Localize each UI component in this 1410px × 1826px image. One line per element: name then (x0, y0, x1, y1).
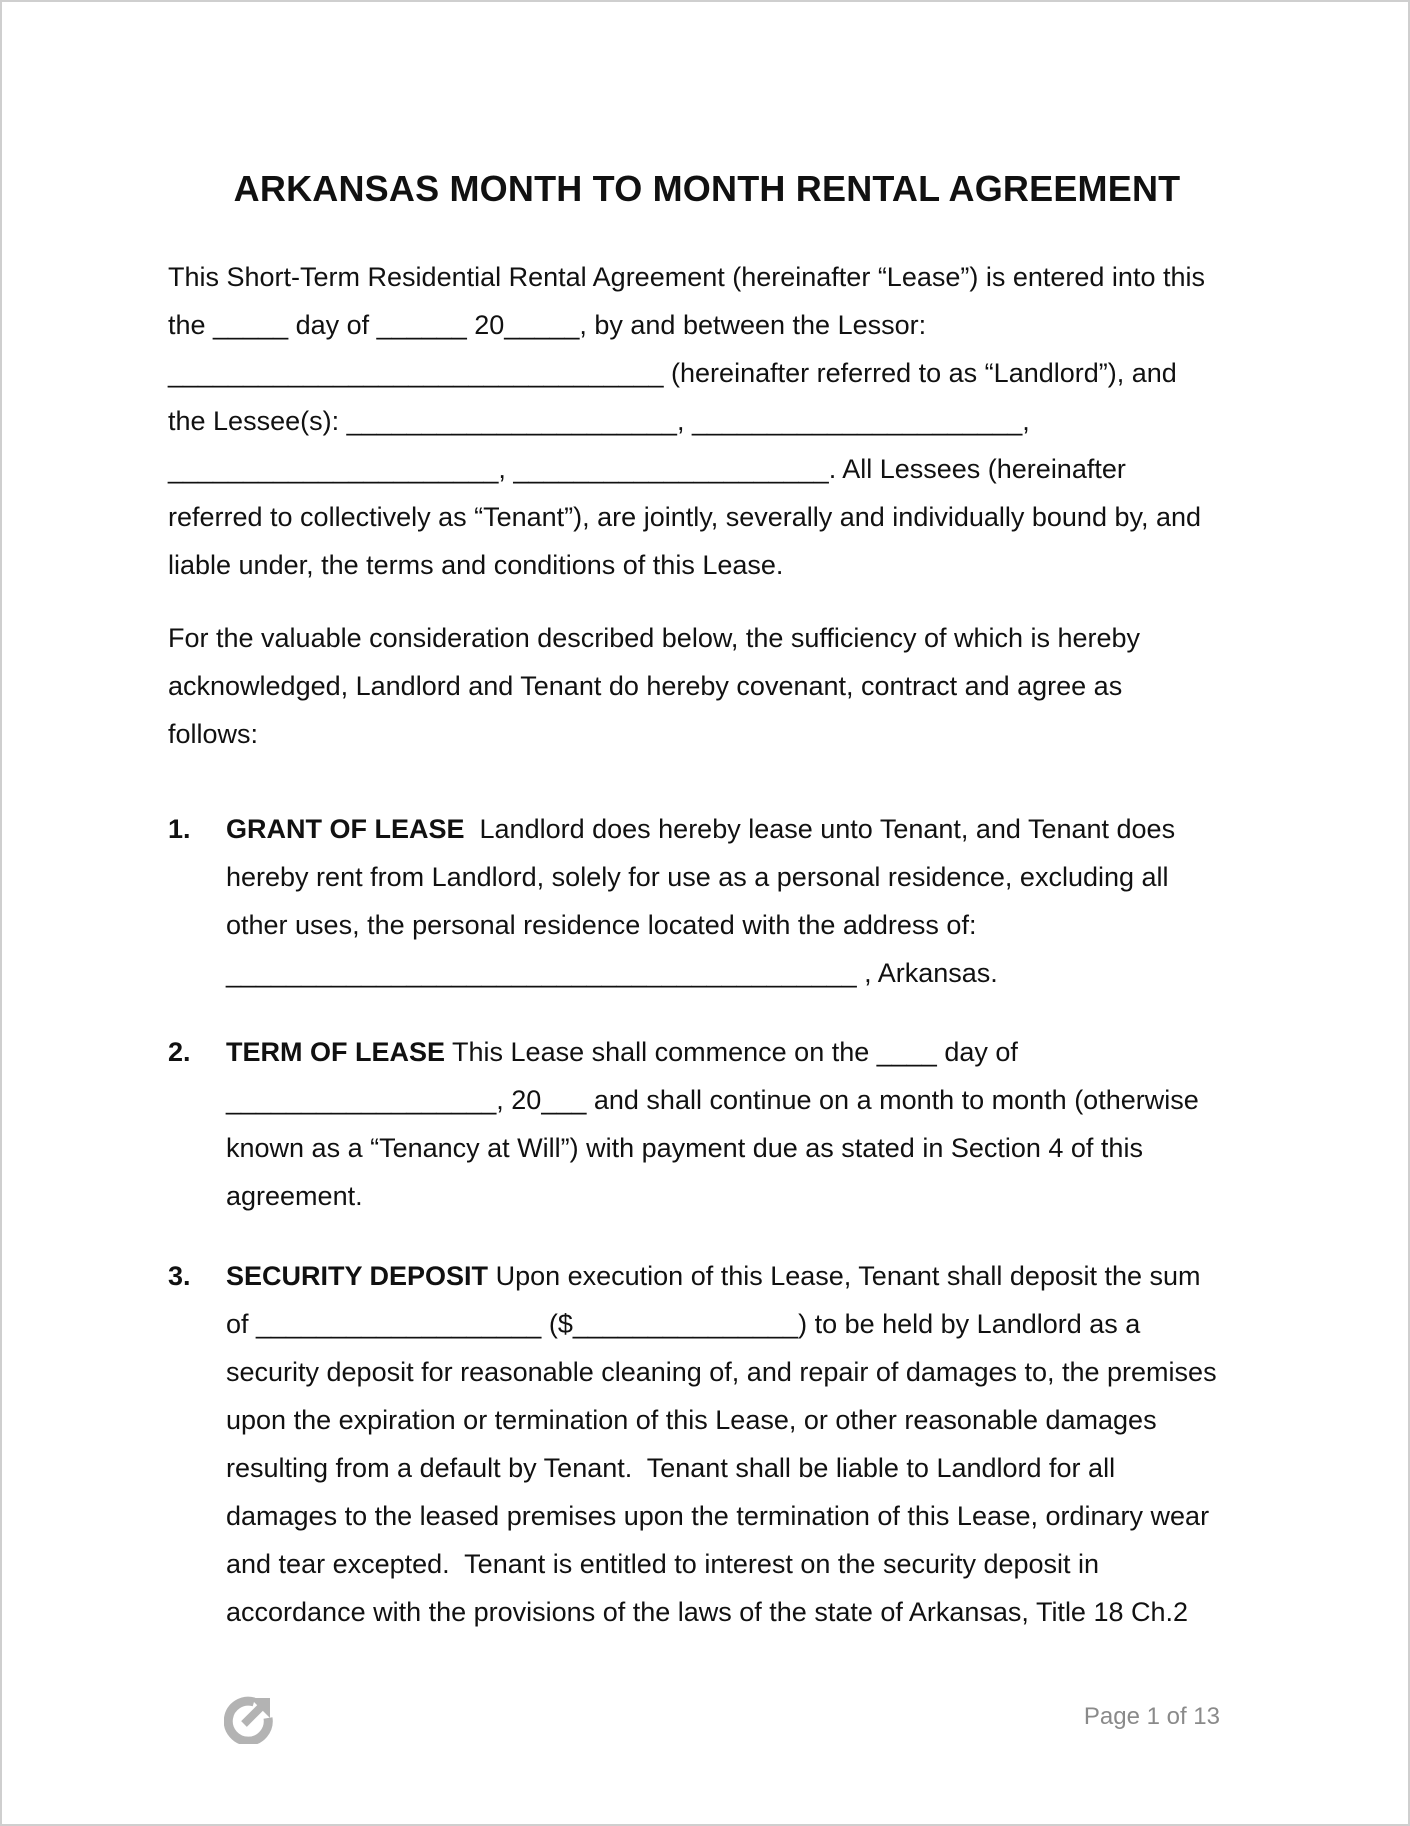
consideration-line: acknowledged, Landlord and Tenant do hereby covenant, contract and agree as (168, 671, 1123, 701)
section-line: of ___________________ ($_______________) to be held by Landlord as a (226, 1309, 1141, 1339)
section-line: known as a “Tenancy at Will”) with payment due as stated in Section 4 of this (226, 1133, 1143, 1163)
section-first-line-text: This Lease shall commence on the ____ day of (445, 1037, 1018, 1067)
section-line: agreement. (226, 1181, 363, 1211)
page-number: Page 1 of 13 (1083, 1703, 1220, 1730)
section-heading: TERM OF LEASE (226, 1037, 446, 1067)
section-line: and tear excepted. Tenant is entitled to interest on the security deposit in (226, 1549, 1100, 1579)
section-line: resulting from a default by Tenant. Tenant shall be liable to Landlord for all (226, 1453, 1116, 1483)
section-first-line (226, 805, 1266, 853)
intro-line: referred to collectively as “Tenant”), are jointly, severally and individually bound by, and (168, 502, 1202, 532)
intro-line: the Lessee(s): ______________________, ______________________, (168, 406, 1030, 436)
intro-paragraph (168, 253, 1258, 589)
section-first-line (226, 1252, 1266, 1300)
section-number: 3. (168, 1261, 191, 1291)
intro-line: _________________________________ (hereinafter referred to as “Landlord”), and (168, 358, 1177, 388)
consideration-paragraph (168, 614, 1258, 758)
section-body (226, 805, 1266, 997)
section-line: __________________________________________ , Arkansas. (226, 958, 998, 988)
intro-line: ______________________, _____________________. All Lessees (hereinafter (168, 454, 1126, 484)
section-heading: GRANT OF LEASE (226, 814, 465, 844)
intro-line: This Short-Term Residential Rental Agreement (hereinafter “Lease”) is entered into this (168, 262, 1205, 292)
section-body (226, 1028, 1266, 1220)
section-first-line-text: Landlord does hereby lease unto Tenant, and Tenant does (464, 814, 1176, 844)
intro-line: the _____ day of ______ 20_____, by and between the Lessor: (168, 310, 927, 340)
section-body (226, 1252, 1266, 1636)
section-line: accordance with the provisions of the laws of the state of Arkansas, Title 18 Ch.2 (226, 1597, 1189, 1627)
section-line: hereby rent from Landlord, solely for use as a personal residence, excluding all (226, 862, 1169, 892)
intro-line: liable under, the terms and conditions of this Lease. (168, 550, 784, 580)
section-line: upon the expiration or termination of this Lease, or other reasonable damages (226, 1405, 1157, 1435)
section-first-line (226, 1028, 1266, 1076)
section-heading: SECURITY DEPOSIT (226, 1261, 489, 1291)
curved-arrow-logo-icon (224, 1694, 274, 1744)
consideration-line: follows: (168, 719, 259, 749)
section-line: other uses, the personal residence located with the address of: (226, 910, 977, 940)
section-first-line-text: Upon execution of this Lease, Tenant shall deposit the sum (488, 1261, 1201, 1291)
document-title: ARKANSAS MONTH TO MONTH RENTAL AGREEMENT (233, 168, 1181, 209)
section-line: __________________, 20___ and shall continue on a month to month (otherwise (226, 1085, 1199, 1115)
section-line: damages to the leased premises upon the termination of this Lease, ordinary wear (226, 1501, 1210, 1531)
section-number: 1. (168, 814, 191, 844)
section-line: security deposit for reasonable cleaning of, and repair of damages to, the premises (226, 1357, 1217, 1387)
section-number: 2. (168, 1037, 191, 1067)
consideration-line: For the valuable consideration described below, the sufficiency of which is hereby (168, 623, 1141, 653)
